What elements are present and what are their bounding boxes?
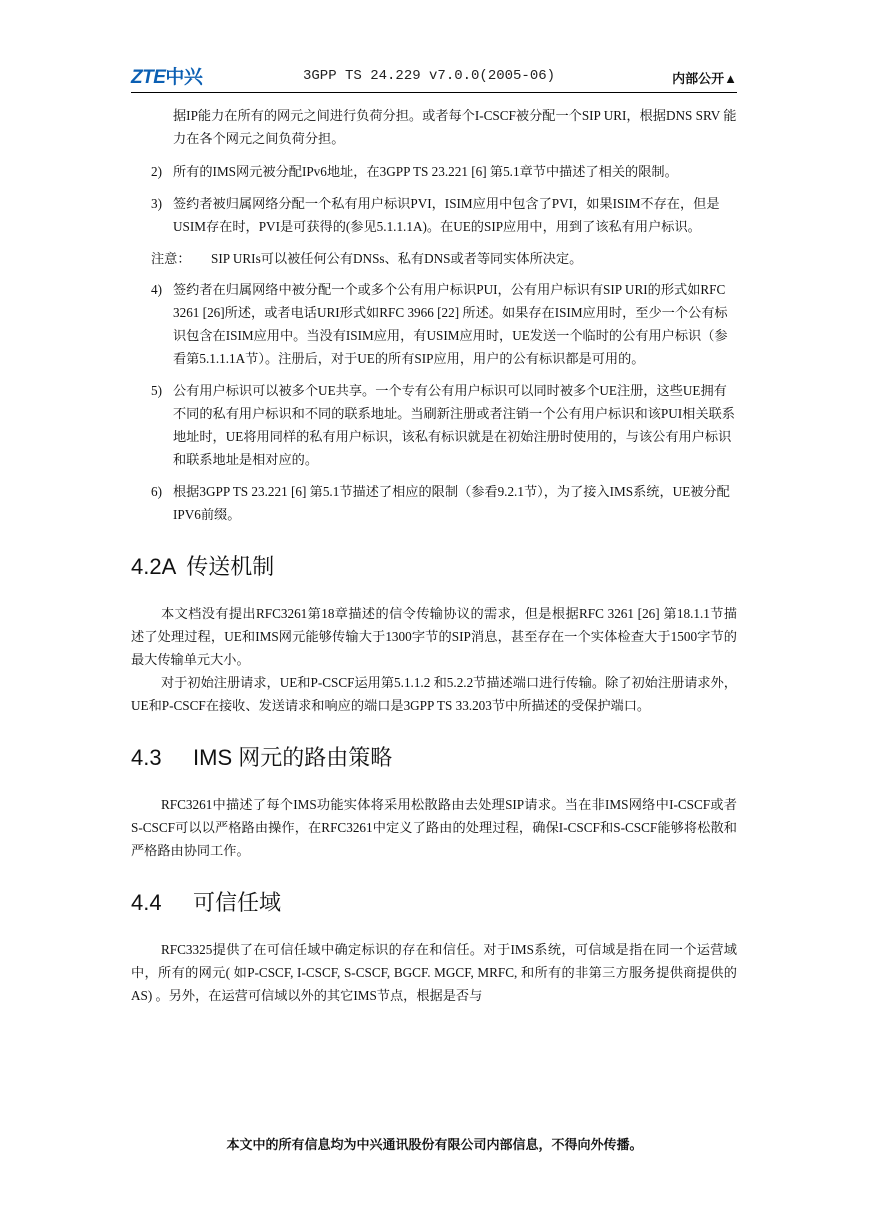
section-title: 传送机制 [186,554,275,579]
note-label: 注意： [151,251,191,266]
list-b [131,278,737,526]
section-heading-4-4 [131,888,737,918]
list-item-number: 3) [151,196,162,211]
list-item [131,480,737,526]
continuation-paragraph: 据IP能力在所有的网元之间进行负荷分担。或者每个I-CSCF被分配一个SIP URI，根据DNS SRV 能力在各个网元之间负荷分担。 [173,108,737,146]
list-item-text: 签约者在归属网络中被分配一个或多个公有用户标识PUI，公有用户标识有SIP URI的形式如RFC 3261 [26]所述，或者电话URI形式如RFC 3966 [22] 所述。如果存在ISIM应用时，至少一个公有标识包含在ISIM应用中。当没有ISIM应用，有USIM应用时，UE发送一个临时的公有用户标识（参看第5.1.1.1A节）。注册后，对于UE的所有SIP应用，用户的公有标识都是可用的。 [173,282,728,366]
list-item [131,379,737,471]
body-paragraph: 对于初始注册请求，UE和P-CSCF运用第5.1.1.2 和5.2.2节描述端口进行传输。除了初始注册请求外，UE和P-CSCF在接收、发送请求和响应的端口是3GPP TS 33.203节中所描述的受保护端口。 [131,675,737,713]
page-content [131,104,737,1011]
section-body [131,793,737,862]
list-item [131,160,737,183]
list-item [131,278,737,370]
list-item-text: 所有的IMS网元被分配IPv6地址，在3GPP TS 23.221 [6] 第5.1章节中描述了相关的限制。 [173,164,678,179]
classification-label: 内部公开▲ [672,71,737,86]
list-item-number: 6) [151,484,162,499]
body-paragraph: 本文档没有提出RFC3261第18章描述的信令传输协议的需求，但是根据RFC 3261 [26] 第18.1.1节描述了处理过程，UE和IMS网元能够传输大于1300字节的SIP消息，甚至存在一个实体检查大于1500字节的最大传输单元大小。 [131,606,737,667]
header-divider [131,92,737,93]
section-heading-4-3 [131,743,737,773]
zte-logo [131,62,202,89]
list-item-text: 公有用户标识可以被多个UE共享。一个专有公有用户标识可以同时被多个UE注册，这些UE拥有不同的私有用户标识和不同的联系地址。当刷新注册或者注销一个公有用户标识和该PUI相关联系地址时，UE将用同样的私有用户标识，该私有标识就是在初始注册时使用的，与该公有用户标识和联系地址是相对应的。 [173,383,735,467]
section-title: IMS 网元的路由策略 [193,745,393,770]
page-footer: 本文中的所有信息均为中兴通讯股份有限公司内部信息，不得向外传播。 [226,1137,643,1152]
document-id: 3GPP TS 24.229 v7.0.0(2005-06) [303,68,556,84]
list-item-text: 签约者被归属网络分配一个私有用户标识PVI，ISIM应用中包含了PVI，如果ISIM不存在，但是USIM存在时，PVI是可获得的(参见5.1.1.1A)。在UE的SIP应用中，用到了该私有用户标识。 [173,196,720,234]
list-a [131,160,737,238]
section-number: 4.3 [131,745,162,770]
logo-cjk: 中兴 [165,67,203,88]
list-item [131,192,737,238]
section-heading-4-2a [131,552,737,582]
list-item-number: 4) [151,282,162,297]
section-body [131,602,737,717]
logo-latin: ZTE [131,67,166,88]
note-text: SIP URIs可以被任何公有DNSs、私有DNS或者等同实体所决定。 [211,251,583,266]
list-item-number: 5) [151,383,162,398]
body-paragraph: RFC3325提供了在可信任域中确定标识的存在和信任。对于IMS系统，可信域是指在同一个运营域中，所有的网元( 如P-CSCF, I-CSCF, S-CSCF, BGCF. MGCF, MRFC, 和所有的非第三方服务提供商提供的AS) 。另外，在运营可信域以外的其它IMS节点，根据是否与 [131,942,737,1003]
body-paragraph: RFC3261中描述了每个IMS功能实体将采用松散路由去处理SIP请求。当在非IMS网络中I-CSCF或者S-CSCF可以以严格路由操作，在RFC3261中定义了路由的处理过程，确保I-CSCF和S-CSCF能够将松散和严格路由协同工作。 [131,797,737,858]
list-item-text: 根据3GPP TS 23.221 [6] 第5.1节描述了相应的限制（参看9.2.1节），为了接入IMS系统，UE被分配IPV6前缀。 [173,484,730,522]
section-number: 4.4 [131,890,162,915]
section-title: 可信任域 [193,890,282,915]
section-number: 4.2A [131,554,177,579]
note [131,247,737,270]
section-body [131,938,737,1007]
page-header [131,62,737,92]
list-item-number: 2) [151,164,162,179]
